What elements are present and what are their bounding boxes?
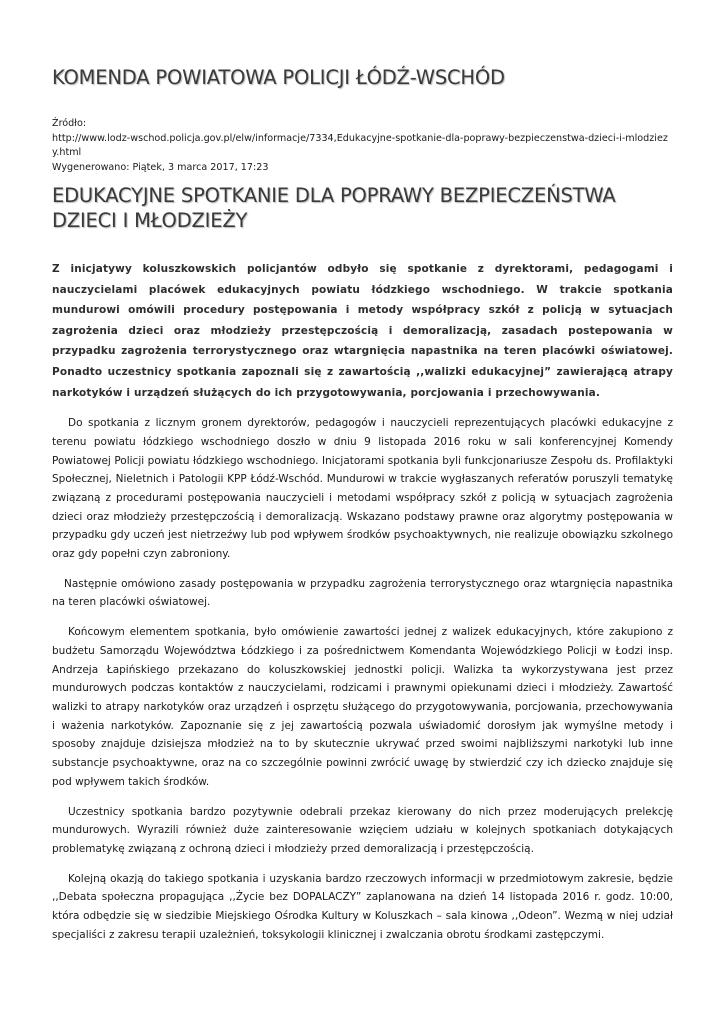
- article-paragraph: Uczestnicy spotkania bardzo pozytywnie odebrali przekaz kierowany do nich przez moderujących prelekcję mundurowych. Wyrazili również duże zainteresowanie wzięciem udziału w kolejnych spotkaniach dotykających problematykę związaną z ochroną dzieci i młodzieży przed demoralizacją i przestępczością.: [52, 805, 673, 855]
- article-paragraph: Końcowym elementem spotkania, było omówienie zawartości jednej z walizek edukacyjnych, które zakupiono z budżetu Samorządu Województwa Łódzkiego i za pośrednictwem Komendanta Wojewódzkiego Policji w Łodzi insp. Andrzeja Łapińskiego przekazano do koluszkowskiej jednostki policji. Walizka ta wykorzystywana jest przez mundurowych podczas kontaktów z nauczycielami, rodzicami i prawnymi opiekunami dzieci i młodzieży. Zawartość walizki to atrapy narkotyków oraz urządzeń i osprzętu służącego do przygotowywania, porcjowania, przechowywania i ważenia narkotyków. Zapoznanie się z jej zawartością pozwala uświadomić dorosłym jak wymyślne metody i sposoby znajduje dzisiejsza młodzież na to by skutecznie ukrywać przed swoimi najbliższymi narkotyki lub inne substancje psychoaktywne, oraz na co szczególnie powinni zwrócić uwagę by stwierdzić czy ich dziecko znajduje się pod wpływem takich środków.: [52, 626, 673, 788]
- article-paragraph: Następnie omówiono zasady postępowania w przypadku zagrożenia terrorystycznego oraz wtargnięcia napastnika na teren placówki oświatowej.: [52, 577, 673, 609]
- article-body: [52, 259, 673, 944]
- org-title: KOMENDA POWIATOWA POLICJI ŁÓDŹ-WSCHÓD: [52, 66, 505, 89]
- generated-date: Wygenerowano: Piątek, 3 marca 2017, 17:23: [52, 161, 269, 173]
- source-url[interactable]: http://www.lodz-wschod.policja.gov.pl/elw/informacje/7334,Edukacyjne-spotkanie-dla-poprawy-bezpieczenstwa-dzieci-i-mlodziezy.html: [52, 132, 668, 159]
- article-paragraph: Kolejną okazją do takiego spotkania i uzyskania bardzo rzeczowych informacji w przedmiotowym zakresie, będzie ,,Debata społeczna propagująca ,,Życie bez DOPALACZY” zaplanowana na dzień 14 listopada 2016 r. godz. 10:00, która odbędzie się w siedzibie Miejskiego Ośrodka Kultury w Koluszkach – sala kinowa ,,Odeon”. Wezmą w niej udział specjaliści z zakresu terapii uzależnień, toksykologii klinicznej i zwalczania obrotu środkami zastępczymi.: [52, 872, 673, 941]
- article-lead: Z inicjatywy koluszkowskich policjantów odbyło się spotkanie z dyrektorami, pedagogami i nauczycielami placówek edukacyjnych powiatu łódzkiego wschodniego. W trakcie spotkania mundurowi omówili procedury postępowania i metody współpracy szkół z policją w sytuacjach zagrożenia dzieci oraz młodzieży przestępczością i demoralizacją, zasadach postepowania w przypadku zagrożenia terrorystycznego oraz wtargnięcia napastnika na teren placówki oświatowej. Ponadto uczestnicy spotkania zapoznali się z zawartością ,,walizki edukacyjnej” zawierającą atrapy narkotyków i urządzeń służących do ich przygotowywania, porcjowania i przechowywania.: [52, 263, 673, 399]
- article-title: EDUKACYJNE SPOTKANIE DLA POPRAWY BEZPIECZEŃSTWA DZIECI I MŁODZIEŻY: [52, 184, 616, 232]
- source-label: Źródło:: [52, 118, 87, 129]
- article-paragraph: Do spotkania z licznym gronem dyrektorów, pedagogów i nauczycieli reprezentujących placówki edukacyjne z terenu powiatu łódzkiego wschodniego doszło w dniu 9 listopada 2016 roku w sali konferencyjnej Komendy Powiatowej Policji powiatu łódzkiego wschodniego. Inicjatorami spotkania byli funkcjonariusze Zespołu ds. Profilaktyki Społecznej, Nieletnich i Patologii KPP Łódź-Wschód. Mundurowi w trakcie wygłaszanych referatów poruszyli tematykę związaną z procedurami postępowania nauczycieli i metodami współpracy szkół z policją w sytuacjach zagrożenia dzieci oraz młodzieży przestępczością i demoralizacją. Wskazano podstawy prawne oraz algorytmy postępowania w przypadku gdy uczeń jest nietrzeźwy lub pod wpływem środków psychoaktywnych, nie realizuje obowiązku szkolnego oraz gdy popełni czyn zabroniony.: [52, 417, 673, 561]
- document-meta: [52, 117, 673, 175]
